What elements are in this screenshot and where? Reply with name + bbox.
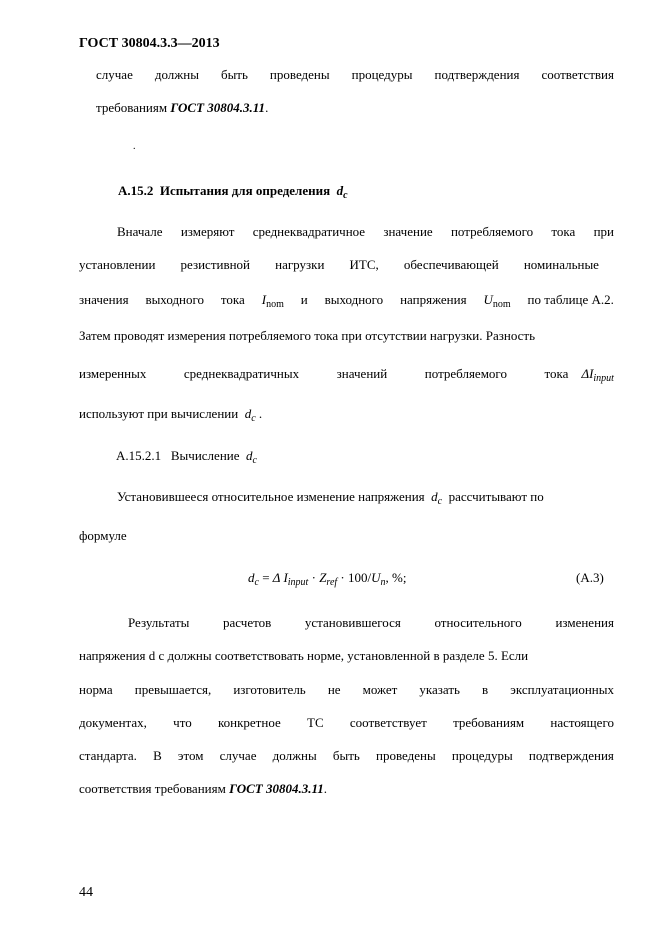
text: Установившееся относительное изменение напряжения [117, 489, 425, 504]
word: конкретное [217, 715, 281, 730]
text: рассчитывают по [448, 489, 544, 504]
symbol: U [483, 292, 493, 307]
subscript: n [380, 577, 386, 588]
para3-line-1 [128, 615, 614, 631]
word: требованиям [453, 715, 525, 730]
section-title: Испытания для определения [159, 183, 331, 198]
text: по таблице А.2. [527, 292, 614, 307]
word: расчетов [223, 615, 272, 630]
word: потребляемого [450, 224, 534, 239]
symbol: d [246, 448, 253, 463]
word: потребляемого [424, 366, 507, 381]
word: тока [551, 224, 576, 239]
word: В [153, 748, 162, 763]
subscript: c [254, 577, 259, 588]
symbol: ΔI [581, 366, 594, 381]
word: резистивной [180, 257, 251, 272]
para2-line-2: формуле [79, 528, 127, 543]
word: соответствует [349, 715, 427, 730]
word: Вначале [117, 224, 163, 239]
para1-line-4: Затем проводят измерения потребляемого тока при отсутствии нагрузки. Разность [79, 328, 536, 343]
text: , %; [385, 570, 407, 585]
symbol: I [261, 292, 267, 307]
word: не [327, 682, 341, 697]
word: и [300, 292, 308, 307]
text: требованиям [96, 100, 168, 115]
text: · [308, 570, 320, 585]
word: выходного [324, 292, 384, 307]
symbol: Z [319, 570, 327, 585]
word: документах, [79, 715, 147, 730]
word: тока [220, 292, 245, 307]
word: номинальные [523, 257, 599, 272]
subscript: nom [266, 299, 284, 310]
word: ТС [307, 715, 324, 730]
word: проведены [376, 748, 436, 763]
section-number: А.15.2 [118, 183, 154, 198]
word: в [482, 682, 489, 697]
subscript: c [437, 496, 443, 507]
text: используют при вычислении [79, 406, 239, 421]
symbol: Δ I [272, 570, 288, 585]
section-heading [118, 183, 348, 199]
word: норма [79, 682, 113, 697]
word: при [593, 224, 614, 239]
word: изготовитель [233, 682, 306, 697]
word: соответствия [541, 67, 614, 82]
word: превышается, [134, 682, 212, 697]
word: относительного [434, 615, 522, 630]
para3-line-4 [79, 715, 614, 731]
text: · 100/ [337, 570, 372, 585]
subscript: input [593, 373, 614, 384]
para3-line-5 [79, 748, 614, 764]
text: соответствия требованиям [79, 781, 226, 796]
word: подтверждения [528, 748, 614, 763]
standard-reference: ГОСТ 30804.3.11 [229, 781, 324, 796]
subscript: ref [326, 577, 338, 588]
page-number: 44 [79, 885, 93, 900]
word: что [173, 715, 192, 730]
word: нагрузки [275, 257, 325, 272]
para1-line-5 [79, 366, 614, 382]
word: должны [272, 748, 317, 763]
symbol: d [244, 406, 252, 421]
word: значения [79, 292, 129, 307]
word: выходного [145, 292, 205, 307]
word: установлении [79, 257, 156, 272]
word: быть [332, 748, 360, 763]
word: ИТС, [349, 257, 379, 272]
para1-line-1 [117, 224, 614, 240]
subsection-number: А.15.2.1 [116, 448, 162, 463]
word: процедуры [451, 748, 513, 763]
word: значение [383, 224, 433, 239]
para2-line-1 [117, 489, 544, 505]
subscript: c [251, 413, 256, 424]
formula [248, 570, 406, 586]
word: обеспечивающей [403, 257, 499, 272]
para1-line-2 [79, 257, 599, 273]
intro-line-1 [96, 67, 614, 83]
word: изменения [555, 615, 614, 630]
text: . [258, 406, 263, 421]
word: напряжения [400, 292, 467, 307]
word: эксплуатационных [510, 682, 614, 697]
para1-line-6 [79, 406, 262, 422]
word: среднеквадратичное [252, 224, 366, 239]
word: измеренных [79, 366, 147, 381]
para3-line-3 [79, 682, 614, 698]
word: процедуры [351, 67, 413, 82]
text: . [323, 781, 328, 796]
word: значений [336, 366, 388, 381]
stray-dot: . [133, 141, 136, 152]
word: установившегося [304, 615, 401, 630]
word: указать [419, 682, 460, 697]
word: тока [544, 366, 569, 381]
delta-current [545, 366, 614, 382]
intro-line-2 [96, 100, 268, 116]
para3-line-2: напряжения d c должны соответствовать норме, установленной в разделе 5. Если [79, 648, 529, 663]
para3-line-6 [79, 781, 327, 797]
document-code: ГОСТ 30804.3.3—2013 [79, 36, 220, 51]
subscript: c [252, 455, 257, 466]
text: . [265, 100, 269, 115]
word: должны [154, 67, 199, 82]
subscript: input [287, 577, 309, 588]
symbol: d [431, 489, 438, 504]
word: случае [219, 748, 257, 763]
text: = [262, 570, 273, 585]
para1-line-3 [79, 292, 614, 308]
symbol: d [248, 570, 255, 585]
subsection-heading [116, 448, 257, 464]
voltage-symbol [483, 292, 510, 308]
symbol: d [336, 183, 344, 198]
subsection-title: Вычисление [170, 448, 240, 463]
word: Результаты [128, 615, 190, 630]
word: стандарта. [79, 748, 137, 763]
word: проведены [269, 67, 330, 82]
word: быть [220, 67, 248, 82]
word: этом [177, 748, 204, 763]
subscript: nom [492, 299, 511, 310]
formula-number: (А.3) [576, 570, 604, 585]
standard-reference: ГОСТ 30804.3.11 [170, 100, 266, 115]
current-symbol [262, 292, 284, 308]
word: подтверждения [434, 67, 520, 82]
word: измеряют [180, 224, 235, 239]
word: среднеквадратичных [183, 366, 300, 381]
word: настоящего [550, 715, 614, 730]
word: может [362, 682, 398, 697]
word: случае [96, 67, 133, 82]
subscript: c [343, 190, 348, 201]
symbol: U [371, 570, 381, 585]
